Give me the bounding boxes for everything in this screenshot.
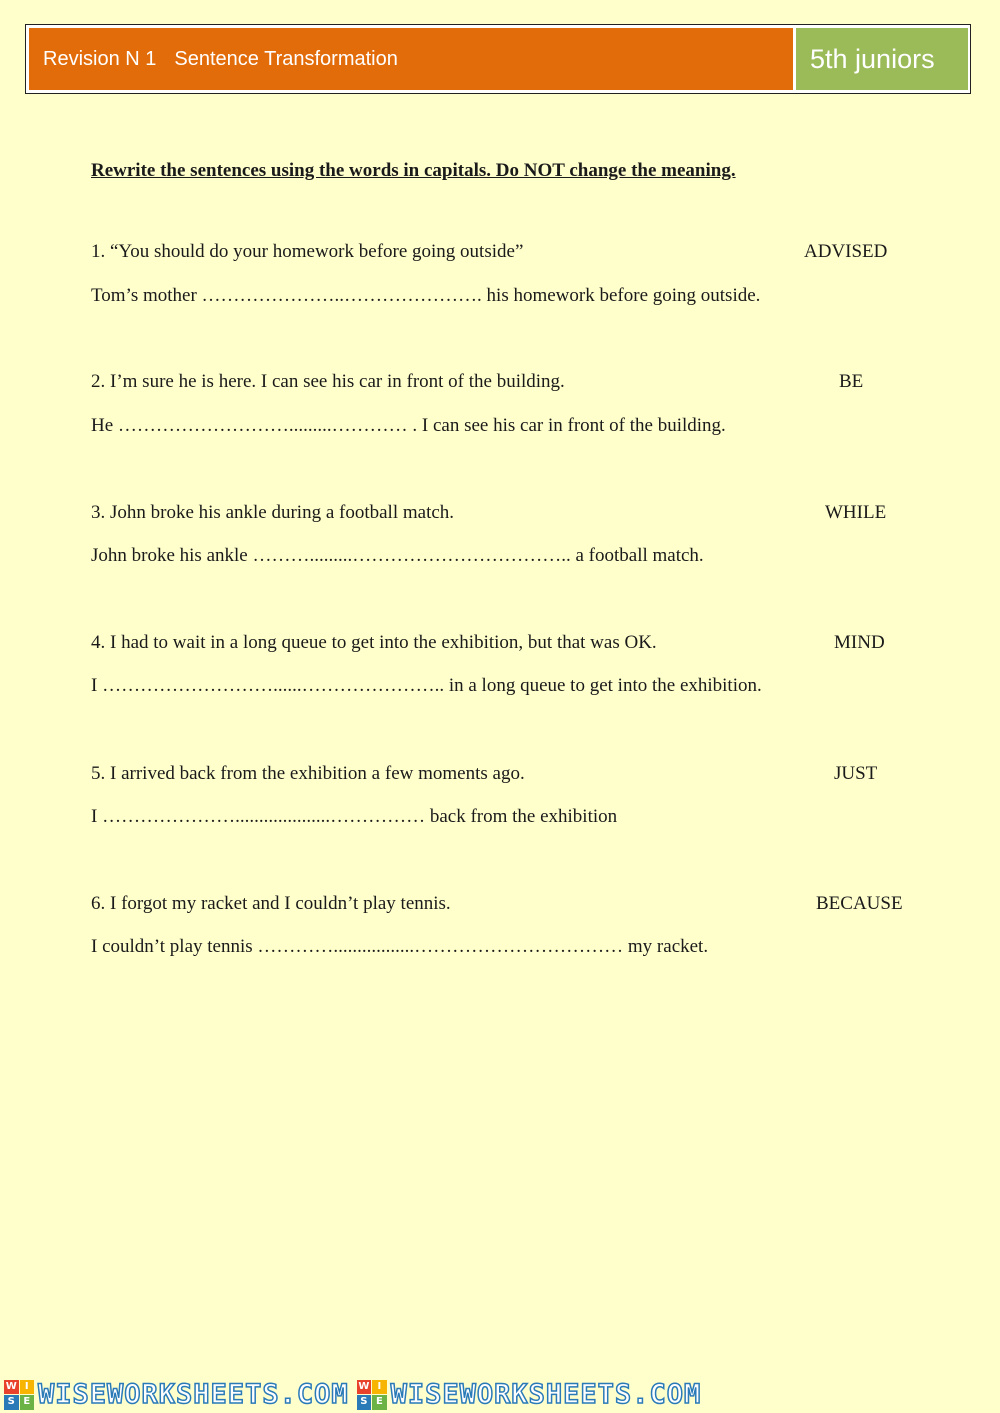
header-title-bar [29,28,793,90]
worksheet-subtitle: Sentence Transformation [174,48,398,70]
footer-watermark [0,1376,1000,1413]
brand-logo-repeat [357,1379,702,1410]
header [25,24,971,94]
question-1: 1. “You should do your homework before going outside” [91,241,524,262]
keyword-3: WHILE [825,502,887,523]
question-2: 2. I’m sure he is here. I can see his car in front of the building. [91,371,565,392]
question-4: 4. I had to wait in a long queue to get into the exhibition, but that was OK. [91,632,657,653]
brand-badge-icon: W I S E [357,1380,387,1410]
keyword-5: JUST [834,763,878,784]
brand-text: WISEWORKSHEETS.COM [38,1379,349,1410]
keyword-2: BE [839,371,864,392]
keyword-4: MIND [834,632,885,653]
answer-line-5[interactable]: I …………………....................…………… back from the exhibition [91,806,618,827]
level-label: 5th juniors [796,28,968,90]
question-6: 6. I forgot my racket and I couldn’t play tennis. [91,893,451,914]
answer-line-3[interactable]: John broke his ankle ……….........…………………………….. a football match. [91,545,704,566]
keyword-1: ADVISED [804,241,888,262]
brand-badge-icon: W I S E [4,1380,34,1410]
brand-text: WISEWORKSHEETS.COM [390,1379,702,1410]
question-3: 3. John broke his ankle during a football match. [91,502,455,523]
answer-line-6[interactable]: I couldn’t play tennis ………….................…………………………… my racket. [91,936,709,957]
instructions: Rewrite the sentences using the words in capitals. Do NOT change the meaning. [91,160,736,181]
answer-line-4[interactable]: I ………………………......………………….. in a long queue to get into the exhibition. [91,675,762,696]
keyword-6: BECAUSE [816,893,903,914]
revision-title: Revision N 1 [43,48,157,70]
question-5: 5. I arrived back from the exhibition a few moments ago. [91,763,525,784]
answer-line-1[interactable]: Tom’s mother …………………..…………………. his homework before going outside. [91,285,761,306]
brand-logo [4,1379,349,1410]
answer-line-2[interactable]: He ……………………….........………… . I can see his car in front of the building. [91,415,726,436]
